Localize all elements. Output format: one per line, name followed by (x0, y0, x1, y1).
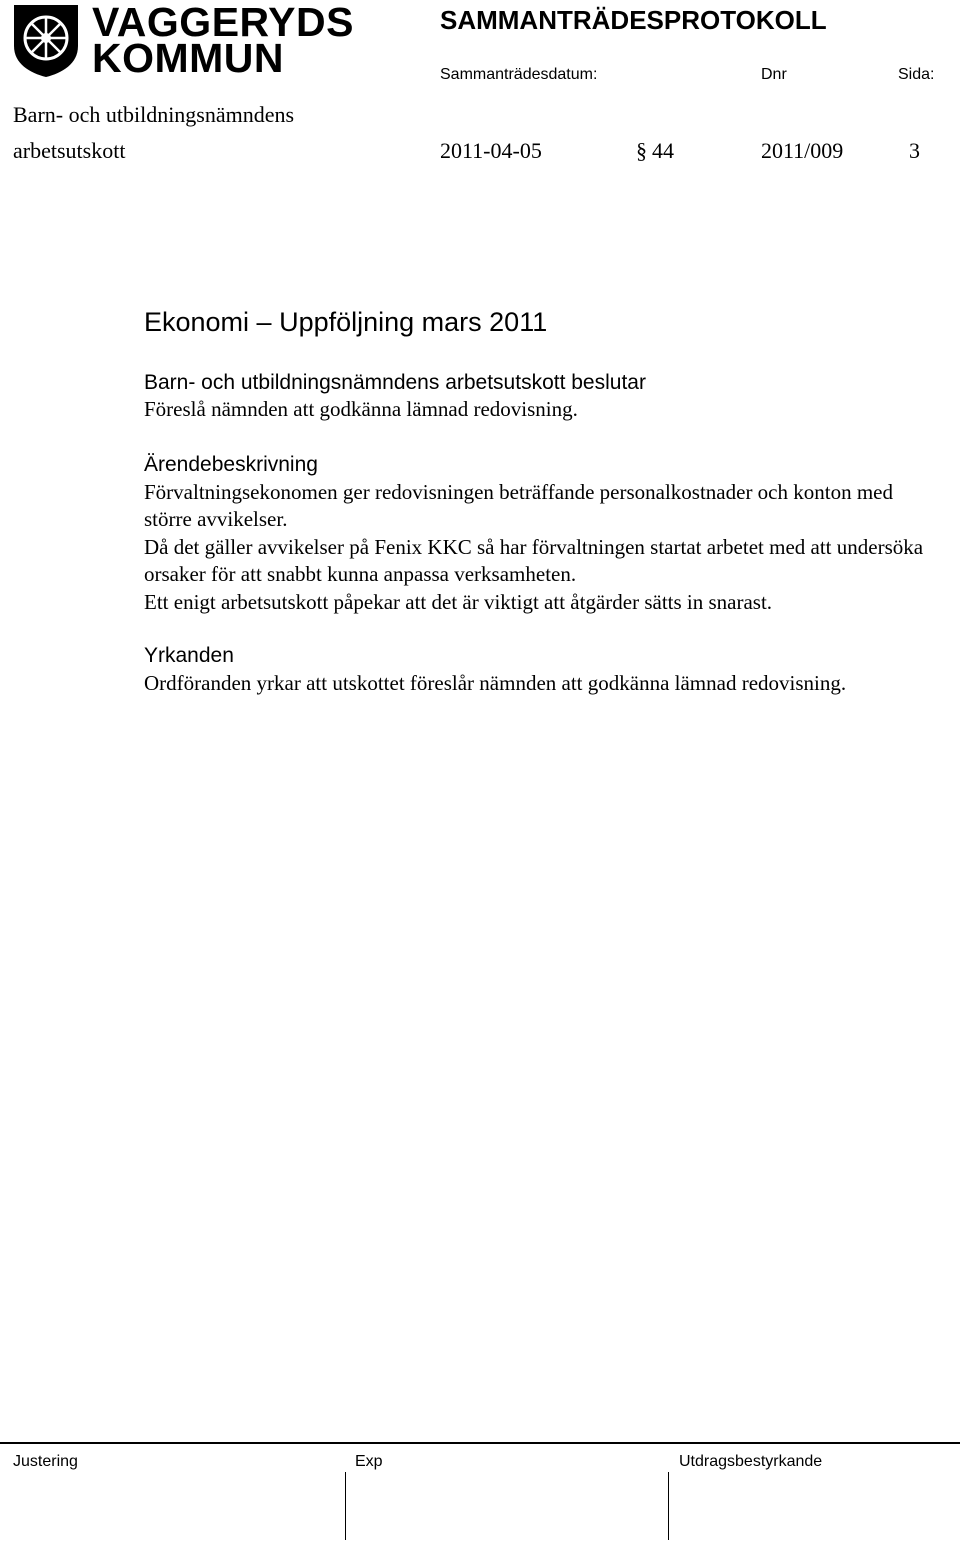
meeting-date: 2011-04-05 (440, 138, 542, 163)
signature-box-divider (345, 1472, 346, 1540)
page-number: 3 (909, 138, 920, 163)
footer-justering-label: Justering (13, 1453, 78, 1470)
matter-title: Ekonomi – Uppföljning mars 2011 (144, 307, 548, 337)
description-paragraph-2: Då det gäller avvikelser på Fenix KKC så har förvaltningen startat arbetet med att undersöka orsaker för att snabbt kunna anpassa verksamheten. (144, 535, 924, 586)
page-label: Sida: (898, 66, 935, 83)
paragraph-symbol: § (636, 138, 647, 163)
document-title: SAMMANTRÄDESPROTOKOLL (440, 5, 827, 35)
brand-name-line2: KOMMUN (92, 35, 285, 81)
signature-box-divider (668, 1472, 669, 1540)
decision-text: Föreslå nämnden att godkänna lämnad redovisning. (144, 397, 578, 421)
brand-name-line1: VAGGERYDS (92, 0, 354, 45)
motion-text: Ordföranden yrkar att utskottet föreslår nämnden att godkänna lämnad redovisning. (144, 671, 847, 695)
footer-utdragsbestyrkande-label: Utdragsbestyrkande (679, 1453, 823, 1470)
description-paragraph-3: Ett enigt arbetsutskott påpekar att det är viktigt att åtgärder sätts in snarast. (144, 590, 773, 614)
municipality-crest-logo (10, 2, 82, 78)
meeting-date-label: Sammanträdesdatum: (440, 66, 598, 83)
footer-divider (0, 1442, 960, 1444)
paragraph-number: 44 (652, 138, 674, 163)
description-paragraph-1: Förvaltningsekonomen ger redovisningen beträffande personalkostnader och konton med större avvikelser. (144, 480, 893, 531)
motion-heading: Yrkanden (144, 644, 234, 667)
dnr-value: 2011/009 (761, 138, 844, 163)
description-heading: Ärendebeskrivning (144, 453, 318, 476)
footer-exp-label: Exp (355, 1453, 383, 1470)
decision-heading: Barn- och utbildningsnämndens arbetsutskott beslutar (144, 371, 646, 394)
committee-name-line2: arbetsutskott (13, 138, 126, 163)
dnr-label: Dnr (761, 66, 787, 83)
committee-name-line1: Barn- och utbildningsnämndens (13, 102, 295, 127)
